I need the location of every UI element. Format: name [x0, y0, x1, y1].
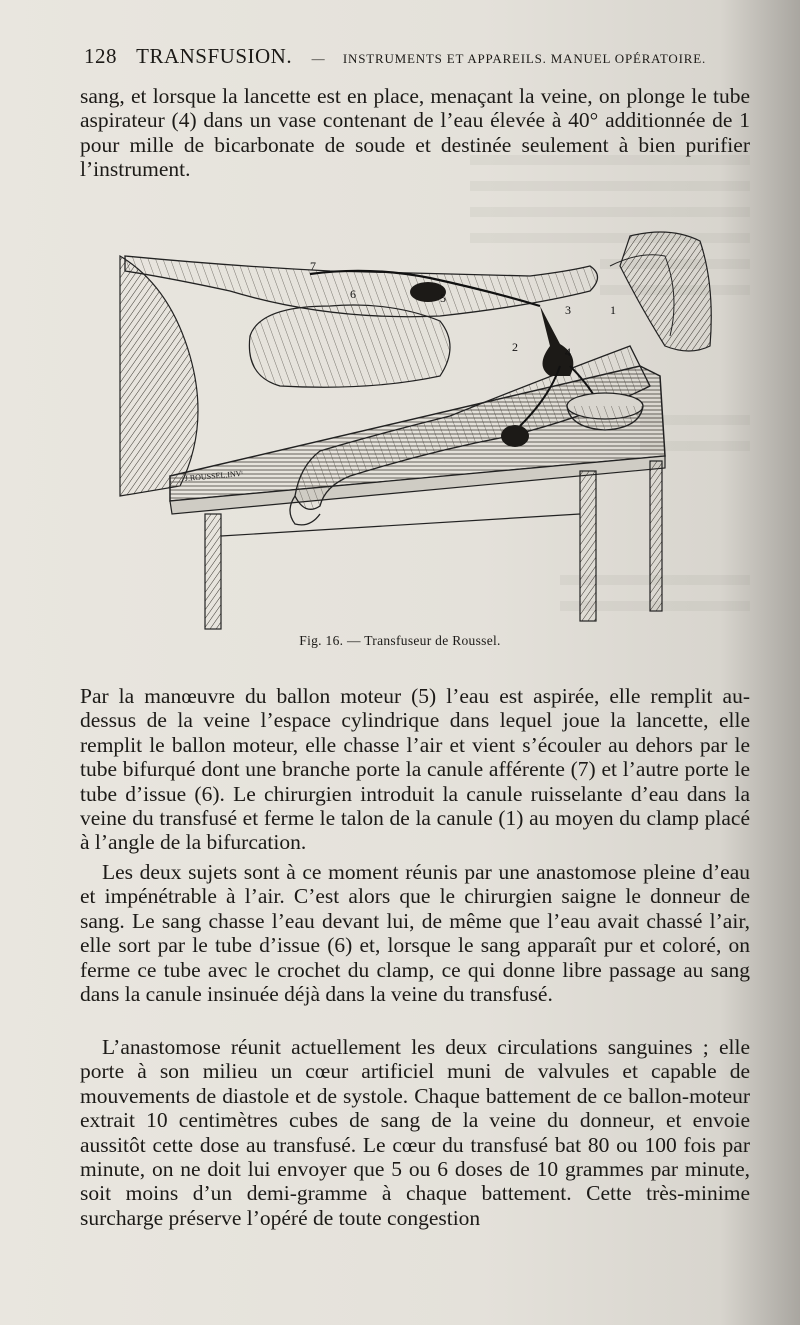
bulb — [501, 425, 529, 447]
callout-1: 1 — [610, 303, 616, 317]
callout-6: 6 — [350, 287, 356, 301]
callout-2: 2 — [512, 340, 518, 354]
bed-blanket — [120, 256, 198, 496]
paragraph-circulations: L’anastomose réunit actuellement les deux circulations sanguines ; elle porte à son milieu un cœur artificiel muni de valvules et capable de mouvements de diastole et de systole. Chaque battement de ce ballon-moteur extrait 10 centimètres cubes de sang de la veine du donneur, et envoie aussitôt cette dose au transfusé. Le cœur du transfusé bat 80 ou 100 fois par minute, on ne doit lui envoyer que 5 ou 6 doses de 10 grammes par minute, soit moins d’un demi-gramme à chaque battement. Cette très-minime surcharge préserve l’opéré de toute congestion — [80, 1035, 750, 1230]
figure-transfuseur-engraving — [110, 196, 720, 636]
callout-4: 4 — [565, 345, 571, 359]
callout-5: 5 — [440, 291, 446, 305]
callout-3: 3 — [565, 303, 571, 317]
sleeve — [620, 232, 711, 351]
engraver-signature: J.ROUSSEL.INVᵗ — [184, 468, 244, 483]
page-number: 128 — [84, 44, 117, 68]
header-title: TRANSFUSION. — [136, 44, 293, 68]
header-dash: — — [311, 51, 326, 66]
figure-caption: Fig. 16. — Transfuseur de Roussel. — [299, 633, 501, 648]
paragraph-anastomose: Les deux sujets sont à ce moment réunis par une anastomose pleine d’eau et impénétrable à l’air. C’est alors que le chirurgien saigne le donneur de sang. Le sang chasse l’eau devant lui, de même que l’eau avait chassé l’air, elle sort par le tube d’issue (6) et, lorsque le sang apparaît pur et coloré, on ferme ce tube avec le crochet du clamp, ce qui donne libre passage au sang dans la canule insinuée déjà dans la veine du transfusé. — [80, 860, 750, 1007]
table-leg-left — [205, 514, 221, 629]
cushion — [249, 305, 450, 387]
running-head: INSTRUMENTS ET APPAREILS. MANUEL OPÉRATOIRE. — [342, 51, 707, 66]
running-header — [84, 44, 744, 69]
donor-arm — [125, 256, 598, 317]
paragraph-intro: sang, et lorsque la lancette est en place, menaçant la veine, on plonge le tube aspirateur (4) dans un vase contenant de l’eau élevée à 40° additionnée de 1 pour mille de bicarbonate de soude et destinée seulement à bien purifier l’instrument. — [80, 84, 750, 182]
table-leg-right — [580, 471, 596, 621]
paragraph-ballon-moteur: Par la manœuvre du ballon moteur (5) l’eau est aspirée, elle remplit au-dessus de la veine l’espace cylindrique dans lequel joue la lancette, elle remplit le ballon moteur, elle chasse l’air et vient s’écouler au dehors par le tube bifurqué dont une branche porte la canule afférente (7) et l’autre porte le tube d’issue (6). Le chirurgien introduit la canule ruisselante d’eau dans la veine du transfusé et ferme le talon de la canule (1) au moyen du clamp placé à l’angle de la bifurcation. — [80, 684, 750, 855]
callout-7: 7 — [310, 259, 316, 273]
